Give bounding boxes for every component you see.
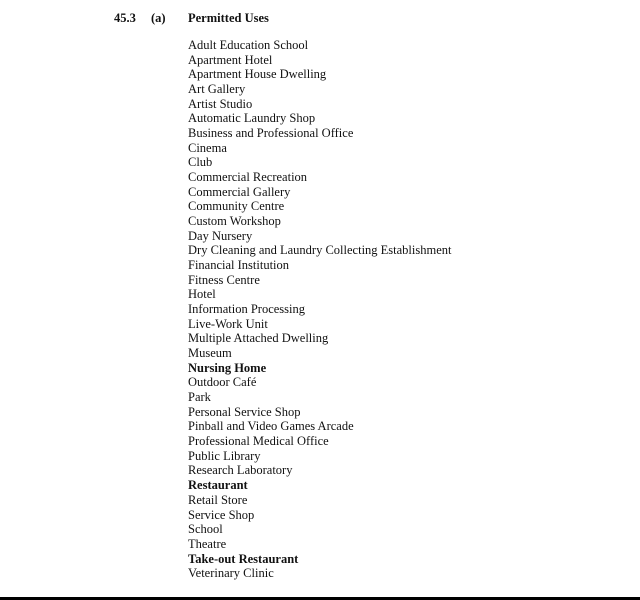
permitted-use-item: Professional Medical Office bbox=[188, 434, 329, 449]
permitted-use-item: Restaurant bbox=[188, 478, 248, 493]
permitted-use-item: Adult Education School bbox=[188, 38, 309, 52]
permitted-use-item: Community Centre bbox=[188, 199, 285, 214]
permitted-use-item: Museum bbox=[188, 346, 232, 361]
permitted-use-item: Personal Service Shop bbox=[188, 404, 301, 419]
permitted-use-item: Outdoor Café bbox=[188, 375, 257, 390]
permitted-use-item: School bbox=[188, 522, 223, 537]
section-heading bbox=[0, 9, 640, 27]
permitted-use-item: Day Nursery bbox=[188, 228, 253, 243]
permitted-use-item: Club bbox=[188, 155, 213, 170]
permitted-use-item: Artist Studio bbox=[188, 96, 253, 111]
permitted-use-item: Service Shop bbox=[188, 507, 255, 522]
permitted-use-item: Apartment House Dwelling bbox=[188, 67, 327, 82]
permitted-use-item: Information Processing bbox=[188, 302, 305, 317]
section-number: 45.3 bbox=[114, 11, 136, 25]
subsection-label: (a) bbox=[151, 11, 166, 25]
permitted-use-item: Theatre bbox=[188, 536, 227, 551]
permitted-use-item: Financial Institution bbox=[188, 258, 290, 273]
permitted-use-item: Public Library bbox=[188, 448, 261, 463]
permitted-use-item: Business and Professional Office bbox=[188, 126, 354, 141]
permitted-use-item: Live-Work Unit bbox=[188, 316, 268, 331]
section-title: Permitted Uses bbox=[188, 11, 269, 25]
permitted-use-item: Park bbox=[188, 390, 211, 405]
permitted-use-item: Veterinary Clinic bbox=[188, 566, 274, 581]
permitted-use-item: Retail Store bbox=[188, 492, 248, 507]
permitted-use-item: Dry Cleaning and Laundry Collecting Establishment bbox=[188, 243, 452, 258]
permitted-use-item: Apartment Hotel bbox=[188, 52, 273, 67]
permitted-use-item: Custom Workshop bbox=[188, 214, 281, 229]
permitted-use-item: Cinema bbox=[188, 140, 227, 155]
permitted-use-item: Multiple Attached Dwelling bbox=[188, 331, 329, 346]
permitted-uses-list bbox=[188, 38, 452, 581]
permitted-use-item: Commercial Recreation bbox=[188, 170, 308, 185]
permitted-use-item: Research Laboratory bbox=[188, 463, 293, 478]
permitted-use-item: Fitness Centre bbox=[188, 272, 260, 287]
permitted-use-item: Hotel bbox=[188, 287, 216, 302]
permitted-use-item: Nursing Home bbox=[188, 360, 267, 375]
permitted-use-item: Art Gallery bbox=[188, 82, 246, 97]
permitted-use-item: Commercial Gallery bbox=[188, 184, 291, 199]
permitted-use-item: Take-out Restaurant bbox=[188, 551, 299, 566]
permitted-use-item: Pinball and Video Games Arcade bbox=[188, 419, 354, 434]
permitted-use-item: Automatic Laundry Shop bbox=[188, 111, 316, 126]
